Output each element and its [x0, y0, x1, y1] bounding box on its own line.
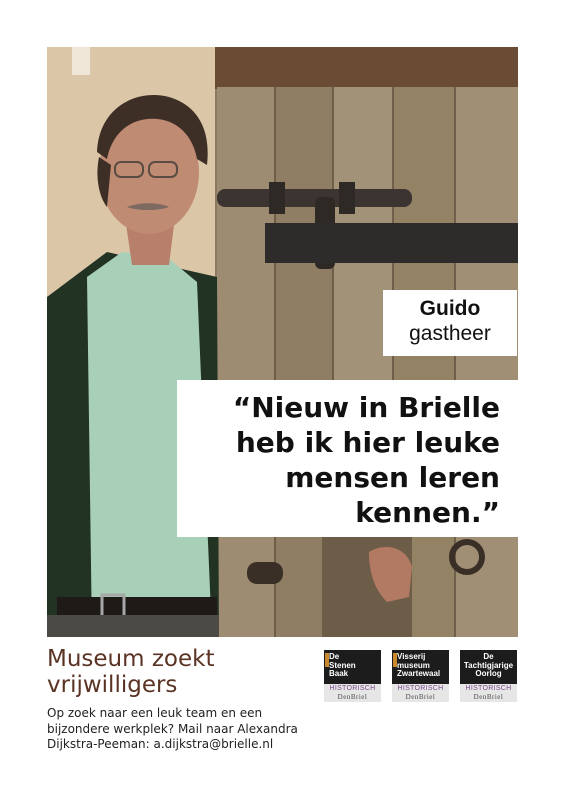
logo-line: museum — [397, 660, 430, 670]
logo-line: Stenen — [329, 660, 356, 670]
logo-tachtigjarige-oorlog — [460, 650, 517, 702]
logo-visserij-museum — [392, 650, 449, 702]
logo-text — [329, 653, 381, 679]
logo-band — [392, 684, 449, 702]
logo-text — [460, 653, 517, 679]
body-text — [47, 706, 298, 753]
quote-text — [233, 390, 500, 530]
headline — [47, 646, 214, 698]
person-name: Guido — [419, 297, 481, 320]
logo-stenen-baak — [324, 650, 381, 702]
headline-line: Museum zoekt — [47, 646, 215, 672]
quote-box — [177, 380, 518, 537]
logo-band-bottom: DenBriel — [473, 693, 504, 701]
body-line: Op zoek naar een leuk team en een — [47, 706, 263, 720]
logo-line: Visserij — [397, 652, 426, 661]
logo-line: Zwartewaal — [397, 669, 441, 678]
logo-band-top: HISTORISCH — [465, 685, 512, 692]
logo-band-bottom: DenBriel — [405, 693, 436, 701]
quote-line: kennen.” — [355, 496, 500, 529]
quote-line: heb ik hier leuke — [235, 426, 500, 459]
logo-line: Tachtigjarige — [463, 660, 514, 670]
body-line: bijzondere werkplek? Mail naar Alexandra — [47, 721, 298, 736]
logo-band — [324, 684, 381, 702]
logo-line: De — [329, 652, 340, 661]
headline-line: vrijwilligers — [47, 672, 178, 698]
person-role: gastheer — [409, 322, 491, 345]
quote-line: “Nieuw in Brielle — [232, 391, 500, 424]
body-line: Dijkstra-Peeman: a.dijkstra@brielle.nl — [47, 737, 274, 751]
logo-band-top: HISTORISCH — [397, 685, 444, 692]
logo-band — [460, 684, 517, 702]
logo-line: Baak — [329, 669, 349, 678]
logo-line: De — [483, 652, 494, 661]
logo-line: Oorlog — [475, 669, 502, 678]
logo-text — [397, 653, 449, 679]
quote-line: mensen leren — [285, 461, 500, 494]
logo-band-top: HISTORISCH — [329, 685, 376, 692]
name-label — [383, 290, 517, 356]
logo-band-bottom: DenBriel — [337, 693, 368, 701]
